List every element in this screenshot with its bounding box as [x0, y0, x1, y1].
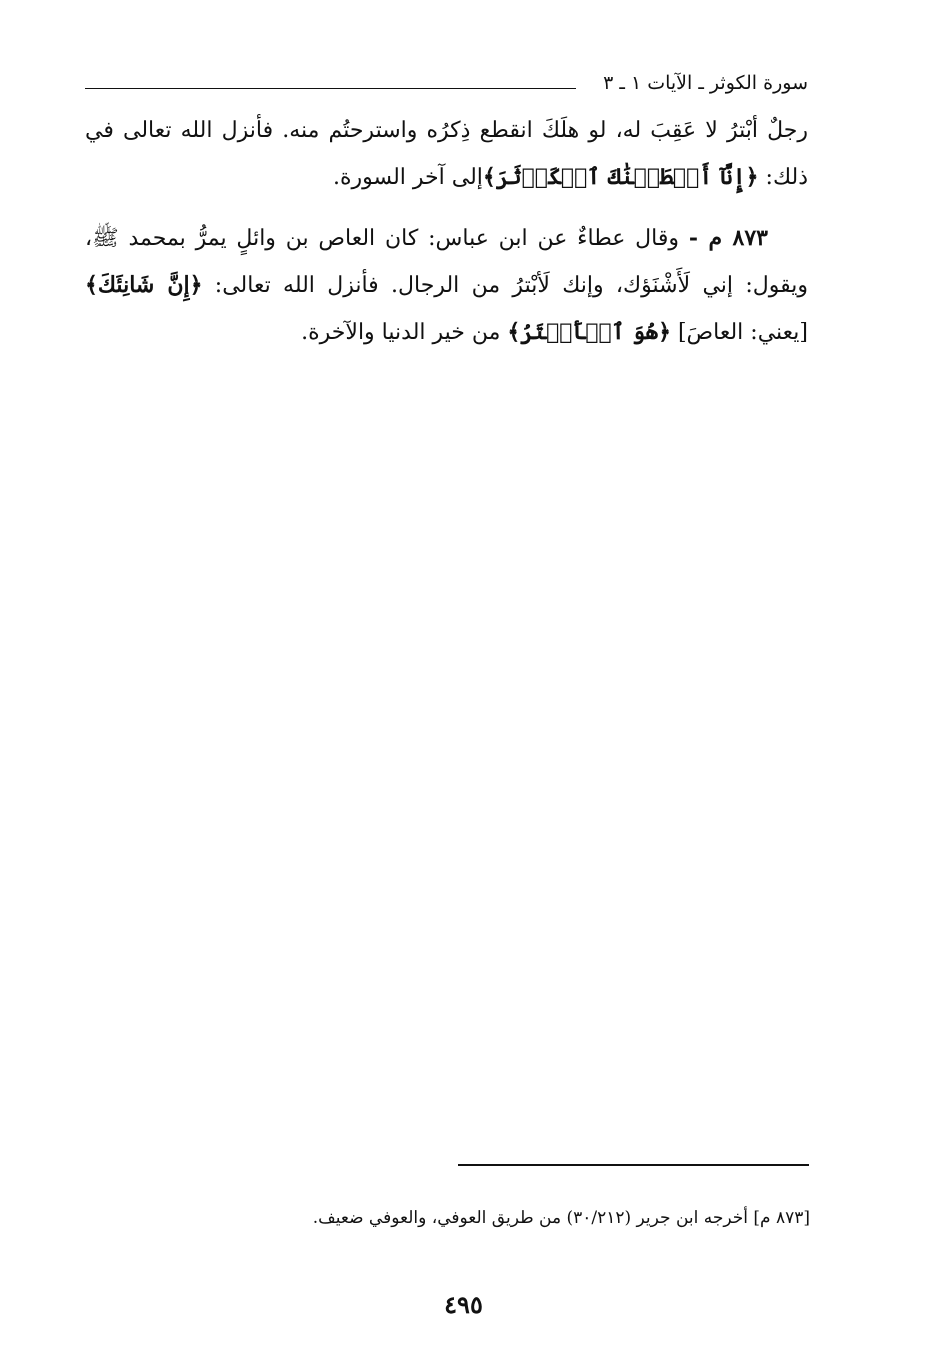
running-title: سورة الكوثر ـ الآيات ١ ـ ٣ [603, 72, 808, 94]
quran-verse-al-kawthar: ﴿إِنَّآ أَعۡطَيۡنَٰكَ ٱلۡكَوۡثَرَ﴾ [482, 164, 759, 190]
quran-verse-huwa-al-abtar: ﴿هُوَ ٱلۡأَبۡتَرُ﴾ [507, 319, 671, 345]
page-number: ٤٩٥ [444, 1290, 483, 1319]
quran-verse-inna-shaniaka: ﴿إِنَّ شَانِئَكَ﴾ [85, 272, 203, 298]
footnote: [٨٧٣ م] أخرجه ابن جرير (٣٠/٢١٢) من طريق العوفي، والعوفي ضعيف. [312, 1208, 810, 1228]
para2-text-1: وقال عطاءٌ عن ابن عباس: كان العاص بن وائلٍ يمرُّ بمحمد ﷺ، ويقول: إني لَأَشْنَؤك، وإنك لَأبْترُ من الرجال. فأنزل الله تعالى: [85, 226, 808, 298]
para1-text-before: رجلٌ أبْترُ لا عَقِبَ له، لو هلَكَ انقطع ذِكرُه واسترحتُم منه. فأنزل الله تعالى في ذلك: [85, 118, 808, 190]
header-rule [85, 88, 576, 89]
footnote-separator [458, 1164, 809, 1166]
paragraph-873m [85, 215, 808, 356]
running-header [85, 68, 808, 102]
para1-text-after: إلى آخر السورة. [332, 165, 483, 190]
para2-text-3: من خير الدنيا والآخرة. [301, 320, 508, 345]
para2-text-2: [يعني: العاصَ] [670, 320, 808, 345]
paragraph-number: ٨٧٣ م - [688, 225, 768, 251]
paragraph-continuation [85, 108, 808, 201]
main-text [85, 108, 808, 356]
